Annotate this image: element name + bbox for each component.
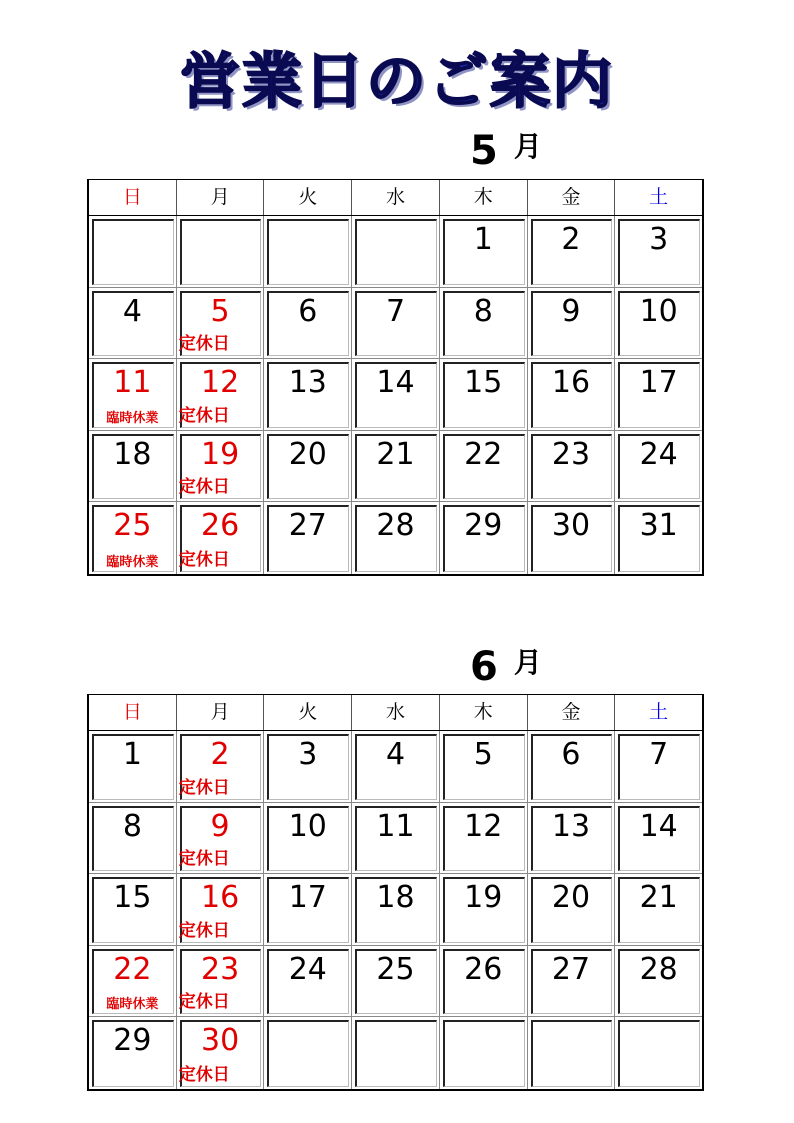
week-row [89, 731, 702, 803]
regular-holiday-label: 定休日 [178, 405, 230, 426]
day-cell [528, 359, 616, 431]
day-number: 17 [639, 365, 678, 400]
day-cell [264, 1017, 352, 1089]
day-cell [352, 1017, 440, 1089]
day-cell [177, 874, 265, 946]
month-label-june [470, 644, 542, 690]
day-cell [528, 216, 616, 288]
day-cell [528, 874, 616, 946]
day-cell [440, 803, 528, 875]
weekday-label: 火 [264, 695, 352, 730]
day-number: 20 [551, 880, 591, 915]
day-cell [615, 874, 702, 946]
day-number: 9 [210, 808, 230, 844]
day-number: 25 [376, 951, 415, 987]
day-cell [352, 288, 440, 360]
day-number: 30 [200, 1023, 240, 1058]
weekday-label: 木 [440, 180, 528, 215]
day-number: 11 [113, 365, 152, 400]
day-number: 21 [376, 436, 415, 472]
day-number: 15 [464, 365, 503, 400]
day-cell [615, 288, 702, 360]
day-cell [528, 946, 616, 1018]
day-number: 30 [551, 508, 591, 543]
temporary-closure-label: 臨時休業 [106, 410, 159, 426]
day-cell [440, 431, 528, 503]
weekday-header [89, 180, 702, 216]
week-row [89, 874, 702, 946]
day-cell [615, 431, 702, 503]
regular-holiday-label: 定休日 [178, 1064, 230, 1085]
day-cell [528, 502, 616, 574]
week-row [89, 288, 702, 360]
day-number: 19 [200, 436, 240, 472]
week-row [89, 502, 702, 574]
day-number: 14 [639, 808, 678, 844]
day-number: 12 [464, 808, 503, 844]
calendar-june [87, 694, 704, 1091]
regular-holiday-label: 定休日 [178, 334, 230, 354]
calendar-may [87, 179, 704, 576]
day-cell [264, 946, 352, 1018]
day-cell [615, 803, 702, 875]
day-number: 23 [200, 951, 240, 987]
month-label-may [470, 128, 542, 174]
day-number: 17 [288, 880, 327, 915]
day-cell [615, 946, 702, 1018]
day-cell [440, 731, 528, 803]
day-number: 26 [200, 508, 240, 543]
day-number: 21 [639, 880, 678, 915]
regular-holiday-label: 定休日 [178, 992, 230, 1012]
day-cell [89, 874, 177, 946]
month-unit: 月 [513, 130, 542, 163]
day-cell [177, 502, 265, 574]
day-cell [615, 216, 702, 288]
day-cell [89, 1017, 177, 1089]
page-title: 営業日のご案内 [180, 47, 614, 117]
day-number: 7 [649, 737, 669, 772]
day-cell [89, 359, 177, 431]
weekday-label: 月 [177, 180, 265, 215]
day-cell [352, 731, 440, 803]
day-cell [89, 431, 177, 503]
day-cell [264, 216, 352, 288]
day-cell [89, 803, 177, 875]
day-cell [177, 731, 265, 803]
day-number: 10 [288, 808, 327, 844]
day-cell-frame [355, 219, 437, 285]
day-cell [440, 216, 528, 288]
day-number: 8 [122, 808, 142, 844]
weekday-label: 月 [177, 695, 265, 730]
day-number: 14 [376, 365, 415, 400]
day-cell [440, 946, 528, 1018]
day-cell [89, 946, 177, 1018]
month-number: 5 [470, 128, 498, 174]
day-number: 28 [639, 951, 678, 987]
day-cell [177, 946, 265, 1018]
day-number: 27 [551, 951, 591, 987]
day-number: 25 [113, 508, 152, 543]
day-number: 5 [210, 293, 230, 329]
day-number: 29 [113, 1023, 152, 1058]
day-cell [528, 803, 616, 875]
weekday-label: 金 [528, 695, 616, 730]
day-number: 4 [385, 737, 406, 772]
weekday-label: 火 [264, 180, 352, 215]
day-cell [89, 288, 177, 360]
day-cell-frame [531, 1020, 613, 1087]
weekday-label: 水 [352, 695, 440, 730]
weekday-label: 土 [649, 186, 669, 208]
day-number: 3 [649, 222, 669, 257]
weekday-label: 水 [352, 180, 440, 215]
regular-holiday-label: 定休日 [178, 849, 230, 869]
day-number: 6 [561, 737, 581, 772]
day-cell-frame [355, 1020, 437, 1087]
day-cell [177, 431, 265, 503]
day-cell [352, 874, 440, 946]
day-cell [177, 803, 265, 875]
month-unit: 月 [513, 646, 542, 679]
week-row [89, 803, 702, 875]
week-row [89, 946, 702, 1018]
day-number: 2 [210, 737, 230, 772]
day-number: 22 [464, 436, 503, 472]
day-number: 11 [376, 808, 415, 844]
day-cell [89, 502, 177, 574]
day-number: 29 [464, 508, 503, 543]
day-cell [352, 431, 440, 503]
day-cell [89, 731, 177, 803]
day-cell [352, 803, 440, 875]
day-number: 13 [551, 808, 591, 844]
day-cell [440, 1017, 528, 1089]
day-cell [528, 431, 616, 503]
day-cell [615, 1017, 702, 1089]
day-cell-frame [267, 219, 349, 285]
day-cell [352, 216, 440, 288]
day-number: 27 [288, 508, 327, 543]
calendar-grid [89, 731, 702, 1089]
day-cell [615, 502, 702, 574]
day-cell [352, 946, 440, 1018]
day-cell [440, 502, 528, 574]
day-cell [528, 1017, 616, 1089]
week-row [89, 216, 702, 288]
day-cell-frame [180, 219, 262, 285]
day-cell [264, 431, 352, 503]
day-cell [264, 359, 352, 431]
day-cell [440, 359, 528, 431]
week-row [89, 431, 702, 503]
day-number: 2 [561, 222, 581, 257]
day-number: 3 [298, 737, 318, 772]
day-cell [264, 288, 352, 360]
day-cell [528, 731, 616, 803]
day-number: 24 [288, 951, 327, 987]
day-number: 9 [561, 293, 581, 329]
weekday-header [89, 695, 702, 731]
day-number: 24 [639, 436, 678, 472]
day-number: 22 [113, 951, 152, 987]
temporary-closure-label: 臨時休業 [106, 554, 159, 570]
regular-holiday-label: 定休日 [178, 549, 230, 570]
day-number: 18 [113, 436, 152, 472]
weekday-label: 土 [649, 701, 669, 723]
day-cell [177, 359, 265, 431]
day-number: 1 [122, 737, 142, 772]
month-number: 6 [470, 644, 498, 690]
weekday-label: 日 [89, 180, 177, 215]
day-cell [264, 803, 352, 875]
day-number: 15 [113, 880, 152, 915]
day-cell [528, 288, 616, 360]
week-row [89, 1017, 702, 1089]
day-number: 4 [122, 293, 142, 329]
day-cell [264, 874, 352, 946]
day-number: 31 [639, 508, 678, 543]
day-number: 18 [376, 880, 415, 915]
day-number: 19 [464, 880, 503, 915]
day-number: 1 [473, 222, 493, 257]
week-row [89, 359, 702, 431]
day-cell-frame [92, 219, 174, 285]
day-number: 16 [200, 880, 240, 915]
day-cell-frame [443, 1020, 525, 1087]
day-cell [264, 502, 352, 574]
regular-holiday-label: 定休日 [178, 477, 230, 497]
day-number: 5 [473, 737, 493, 772]
day-cell [177, 1017, 265, 1089]
calendar-grid [89, 216, 702, 574]
day-cell [89, 216, 177, 288]
day-cell [440, 288, 528, 360]
day-cell [264, 731, 352, 803]
day-number: 10 [639, 293, 678, 329]
day-number: 13 [288, 365, 327, 400]
day-number: 7 [385, 293, 406, 329]
day-cell [177, 216, 265, 288]
day-cell [615, 731, 702, 803]
day-number: 6 [298, 293, 318, 329]
temporary-closure-label: 臨時休業 [106, 997, 159, 1012]
day-cell [352, 359, 440, 431]
day-cell [352, 502, 440, 574]
day-cell [440, 874, 528, 946]
day-number: 12 [200, 365, 240, 400]
weekday-label: 金 [528, 180, 616, 215]
day-cell [177, 288, 265, 360]
day-number: 28 [376, 508, 415, 543]
regular-holiday-label: 定休日 [178, 920, 230, 941]
day-number: 26 [464, 951, 503, 987]
day-cell-frame [618, 1020, 700, 1087]
regular-holiday-label: 定休日 [178, 777, 230, 798]
day-number: 16 [551, 365, 591, 400]
weekday-label: 木 [440, 695, 528, 730]
day-number: 8 [473, 293, 493, 329]
day-number: 20 [288, 436, 327, 472]
day-cell [615, 359, 702, 431]
weekday-label: 日 [89, 695, 177, 730]
day-cell-frame [267, 1020, 349, 1087]
day-number: 23 [551, 436, 591, 472]
